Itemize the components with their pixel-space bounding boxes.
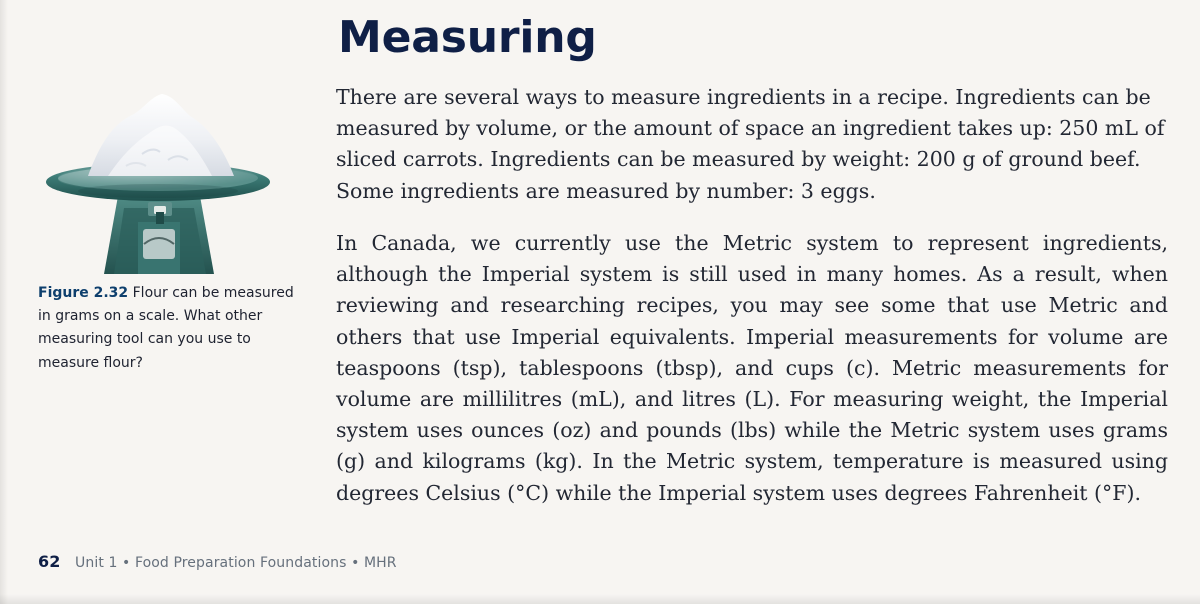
page-number: 62 bbox=[38, 552, 61, 571]
page-footer bbox=[38, 552, 397, 571]
figure-label: Figure 2.32 bbox=[38, 285, 129, 301]
page-title: Measuring bbox=[338, 12, 597, 63]
figure-caption-text: Flour can be measured in grams on a scale. What other measuring tool can you use to measure flour? bbox=[38, 285, 294, 371]
footer-text: Unit 1 • Food Preparation Foundations • MHR bbox=[75, 555, 397, 571]
kitchen-scale-image bbox=[30, 84, 290, 274]
page-left-edge bbox=[0, 0, 8, 604]
measuring-paragraph-1: There are several ways to measure ingredients in a recipe. Ingredients can be measured by volume, or the amount of space an ingredient takes up: 250 mL of sliced carrots. Ingredients can be measured by weight: 200 g of ground beef. Some ingredients are measured by number: 3 eggs. bbox=[336, 85, 1165, 203]
figure-caption bbox=[38, 282, 298, 375]
measuring-paragraph-2: In Canada, we currently use the Metric system to represent ingredients, although the Imperial system is still used in many homes. As a result, when reviewing and researching recipes, you may see some that use Metric and others that use Imperial equivalents. Imperial measurements for volume are teaspoons (tsp), tablespoons (tbsp), and cups (c). Metric measurements for volume are millilitres (mL), and litres (L). For measuring weight, the Imperial system uses ounces (oz) and pounds (lbs) while the Metric system uses grams (g) and kilograms (kg). In the Metric system, temperature is measured using degrees Celsius (°C) while the Imperial system uses degrees Fahrenheit (°F). bbox=[336, 231, 1168, 505]
figure-image bbox=[30, 84, 290, 274]
page-bottom-shadow bbox=[0, 594, 1200, 604]
